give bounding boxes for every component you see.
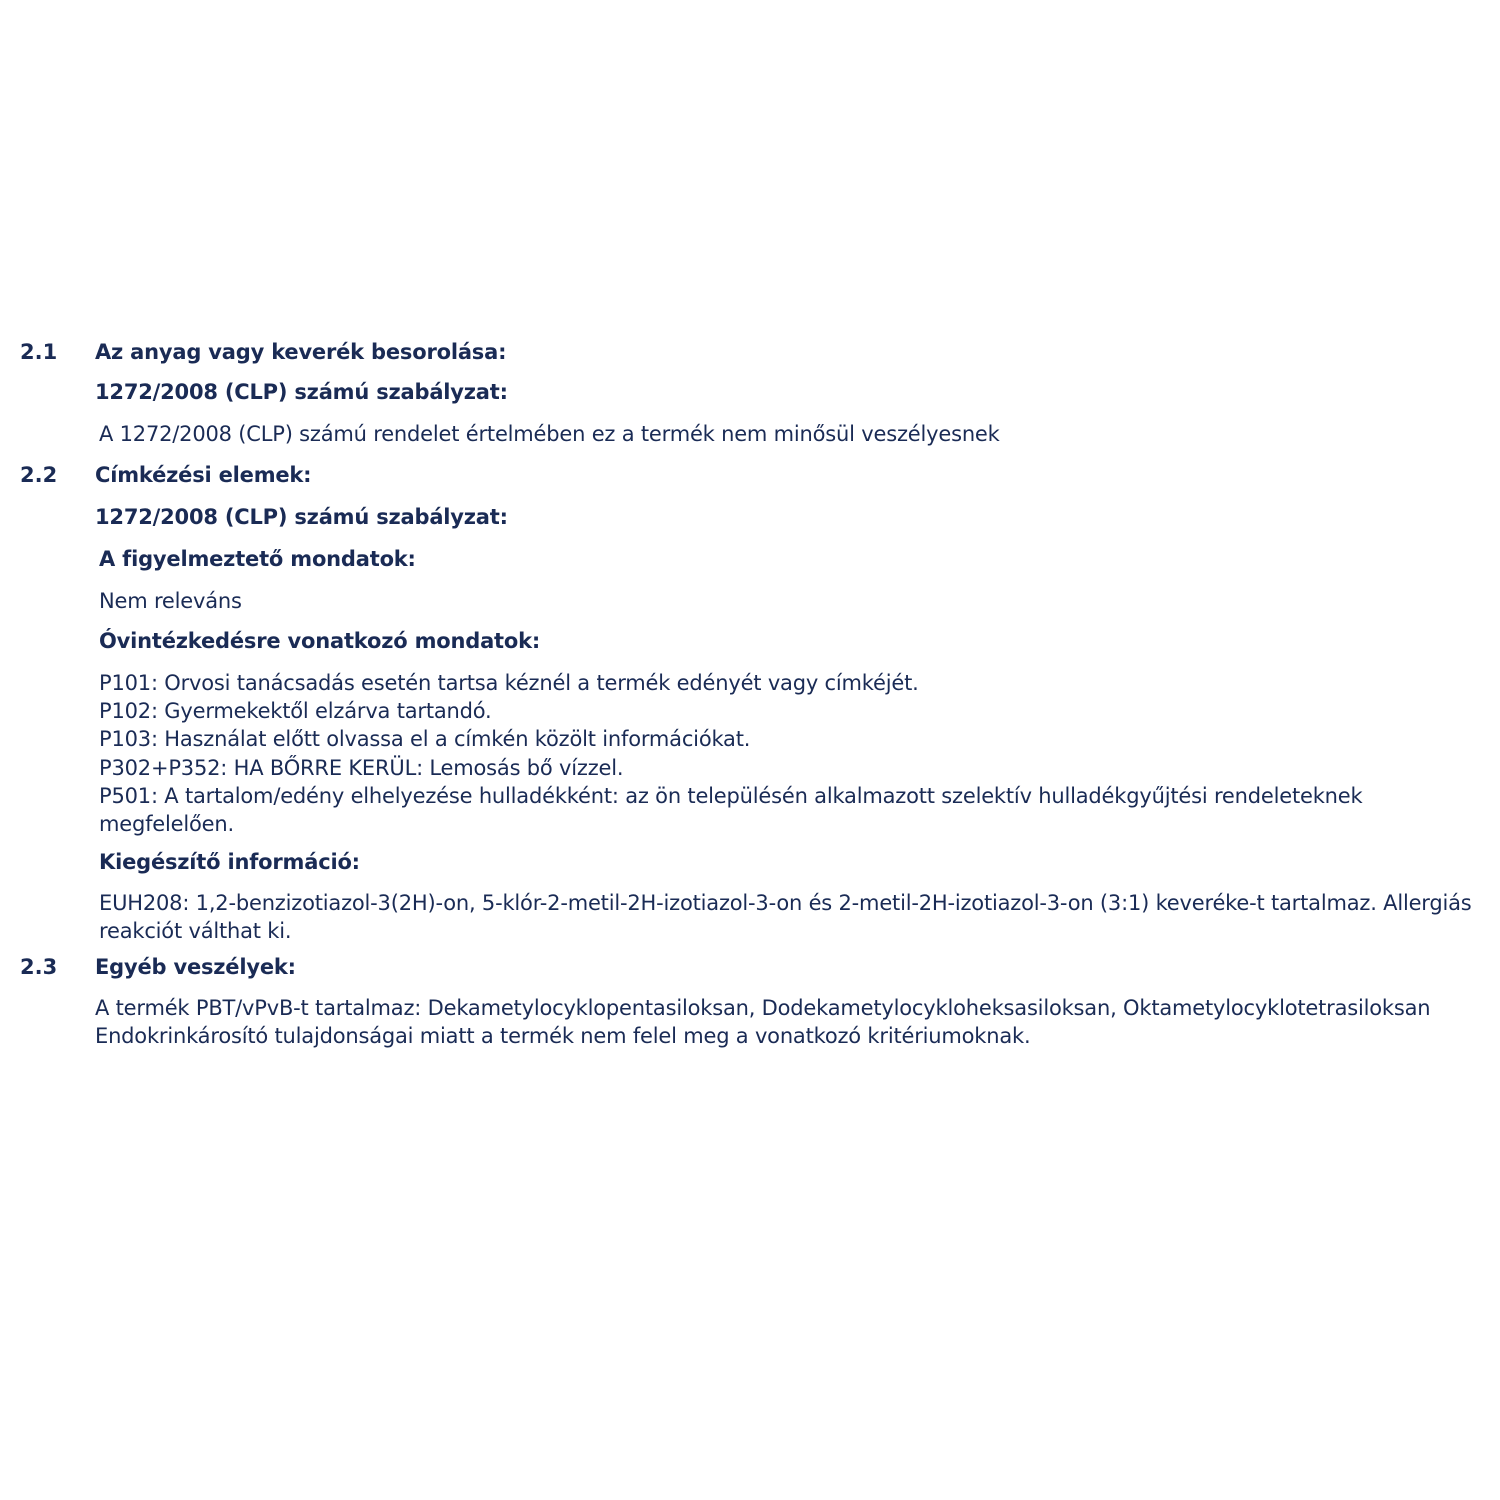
section-number-2-2: 2.2: [20, 463, 58, 487]
euh208-line2: reakciót válthat ki.: [99, 919, 292, 943]
precaution-p102: P102: Gyermekektől elzárva tartandó.: [99, 699, 492, 723]
other-hazards-line2: Endokrinkárosító tulajdonságai miatt a termék nem felel meg a vonatkozó kritériumoknak.: [95, 1024, 1031, 1048]
section-number-2-1: 2.1: [20, 340, 58, 364]
regulation-heading-2-2: 1272/2008 (CLP) számú szabályzat:: [95, 505, 508, 529]
precaution-p501-line2: megfelelően.: [99, 812, 234, 836]
hazard-statements-heading: A figyelmeztető mondatok:: [99, 547, 416, 571]
precaution-p302-p352: P302+P352: HA BŐRRE KERÜL: Lemosás bő vízzel.: [99, 756, 624, 780]
regulation-heading-2-1: 1272/2008 (CLP) számú szabályzat:: [95, 380, 508, 404]
euh208-line1: EUH208: 1,2-benzizotiazol-3(2H)-on, 5-klór-2-metil-2H-izotiazol-3-on és 2-metil-2H-izotiazol-3-on (3:1) keveréke-t tartalmaz. Allergiás: [99, 891, 1472, 915]
section-title-2-3: Egyéb veszélyek:: [95, 955, 296, 979]
section-title-2-2: Címkézési elemek:: [95, 463, 312, 487]
precaution-p501-line1: P501: A tartalom/edény elhelyezése hulladékként: az ön településén alkalmazott szelektív hulladékgyűjtési rendeleteknek: [99, 784, 1363, 808]
precaution-p103: P103: Használat előtt olvassa el a címkén közölt információkat.: [99, 727, 751, 751]
precaution-p101: P101: Orvosi tanácsadás esetén tartsa kéznél a termék edényét vagy címkéjét.: [99, 671, 919, 695]
precautionary-heading: Óvintézkedésre vonatkozó mondatok:: [99, 629, 541, 653]
section-title-2-1: Az anyag vagy keverék besorolása:: [95, 340, 507, 364]
hazard-statements-text: Nem releváns: [99, 589, 242, 613]
section-number-2-3: 2.3: [20, 955, 58, 979]
classification-statement: A 1272/2008 (CLP) számú rendelet értelmében ez a termék nem minősül veszélyesnek: [99, 422, 1000, 446]
supplementary-info-heading: Kiegészítő információ:: [99, 850, 360, 874]
other-hazards-line1: A termék PBT/vPvB-t tartalmaz: Dekametylocyklopentasiloksan, Dodekametylocykloheksasiloksan, Oktametylocyklotetrasiloksan: [95, 996, 1431, 1020]
